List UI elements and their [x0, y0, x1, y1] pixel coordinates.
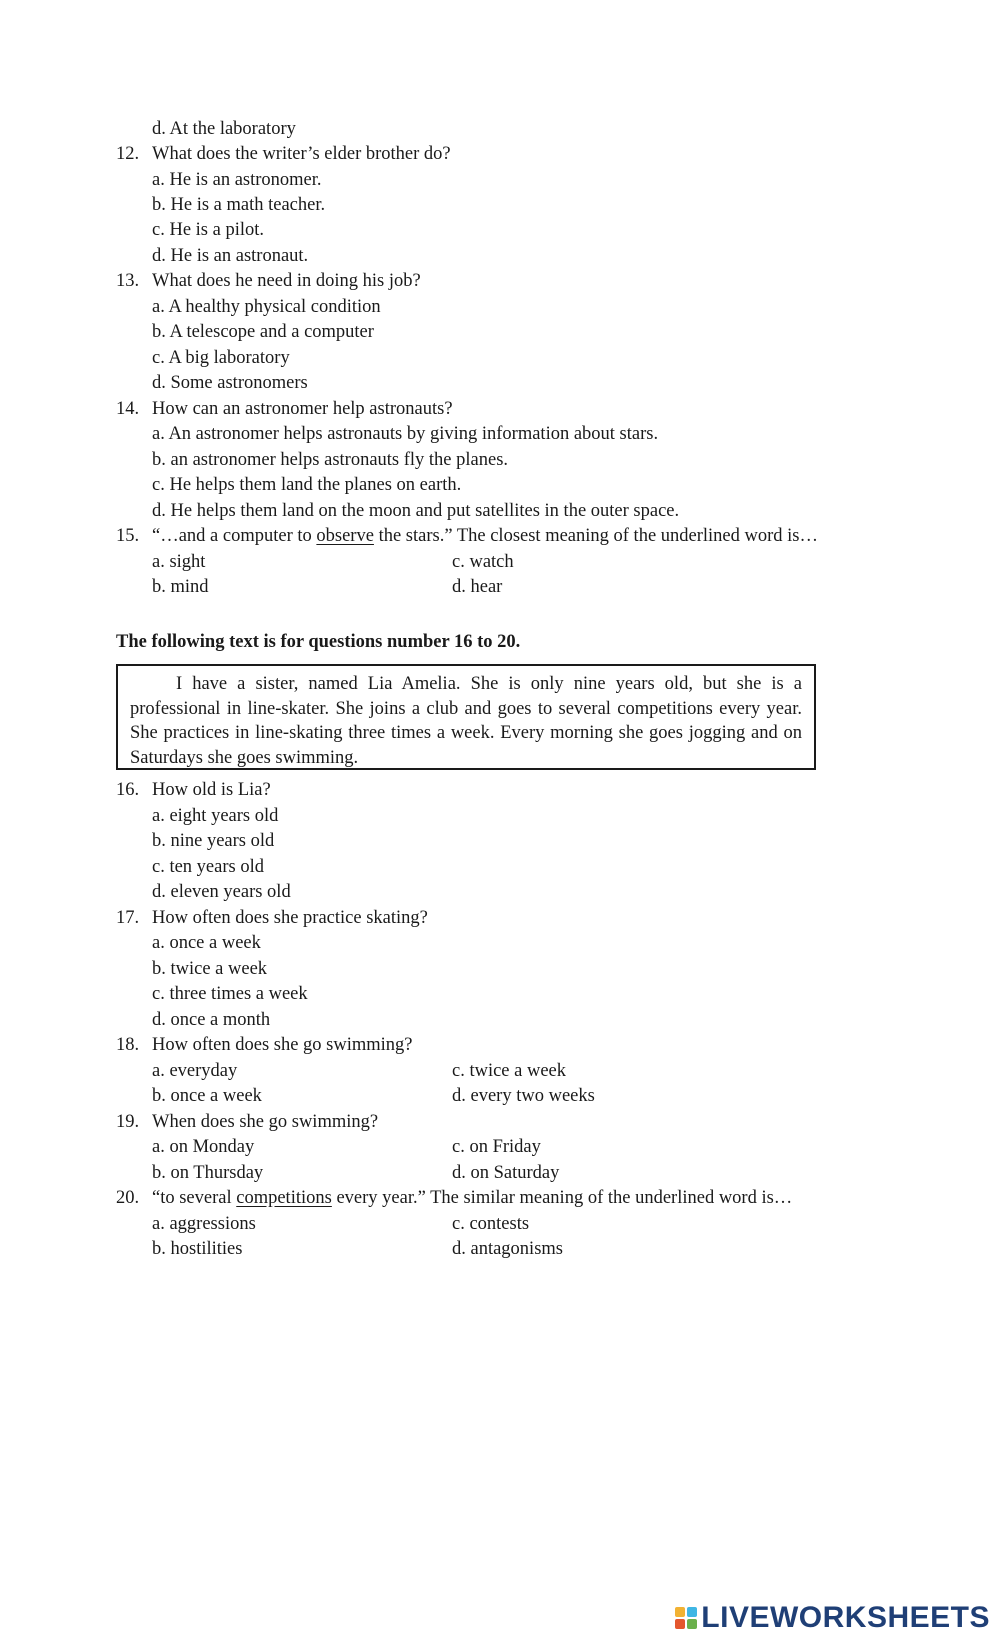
question-text: What does the writer’s elder brother do? — [152, 144, 451, 164]
q18-option-b[interactable]: b. once a week — [152, 1086, 262, 1106]
question-text: “to several competitions every year.” The similar meaning of the underlined word is… — [152, 1188, 793, 1208]
section-heading: The following text is for questions number 16 to 20. — [116, 632, 521, 652]
q15-option-d[interactable]: d. hear — [452, 577, 503, 597]
question-number: 15. — [116, 526, 140, 546]
q19-option-d[interactable]: d. on Saturday — [452, 1163, 560, 1183]
question-number: 20. — [116, 1188, 140, 1208]
question-text: How old is Lia? — [152, 780, 271, 800]
question-number: 14. — [116, 399, 140, 419]
q18-option-c[interactable]: c. twice a week — [452, 1061, 567, 1081]
question-text: What does he need in doing his job? — [152, 271, 421, 291]
question-text: “…and a computer to observe the stars.” The closest meaning of the underlined word is… — [152, 526, 819, 546]
q20-option-b[interactable]: b. hostilities — [152, 1239, 243, 1259]
q15-option-a[interactable]: a. sight — [152, 552, 206, 572]
question-number: 13. — [116, 271, 140, 291]
question-number: 18. — [116, 1035, 140, 1055]
q20-option-a[interactable]: a. aggressions — [152, 1214, 256, 1234]
reading-passage: I have a sister, named Lia Amelia. She is only nine years old, but she is a professional in line-skater. She joins a club and goes to several competitions every year. She practices in line-skating three times a week. Every morning she goes jogging and on Saturdays she goes swimming. — [116, 664, 816, 770]
q18-option-a[interactable]: a. everyday — [152, 1061, 238, 1081]
question-number: 12. — [116, 144, 140, 164]
question-text: How can an astronomer help astronauts? — [152, 399, 453, 419]
underlined-word: observe — [316, 526, 374, 546]
underlined-word: competitions — [236, 1188, 332, 1208]
question-number: 17. — [116, 908, 140, 928]
question-number: 19. — [116, 1112, 140, 1132]
q20-option-d[interactable]: d. antagonisms — [452, 1239, 563, 1259]
question-text: When does she go swimming? — [152, 1112, 379, 1132]
question-text: How often does she practice skating? — [152, 908, 428, 928]
logo-grid-icon — [675, 1607, 697, 1629]
q19-option-c[interactable]: c. on Friday — [452, 1137, 541, 1157]
q19-option-b[interactable]: b. on Thursday — [152, 1163, 264, 1183]
q19-option-a[interactable]: a. on Monday — [152, 1137, 255, 1157]
q20-option-c[interactable]: c. contests — [452, 1214, 530, 1234]
liveworksheets-logo[interactable] — [675, 1601, 990, 1635]
logo-text: LIVEWORKSHEETS — [701, 1601, 990, 1634]
question-number: 16. — [116, 780, 140, 800]
q18-option-d[interactable]: d. every two weeks — [452, 1086, 595, 1106]
q15-option-c[interactable]: c. watch — [452, 552, 514, 572]
question-text: How often does she go swimming? — [152, 1035, 413, 1055]
q15-option-b[interactable]: b. mind — [152, 577, 209, 597]
